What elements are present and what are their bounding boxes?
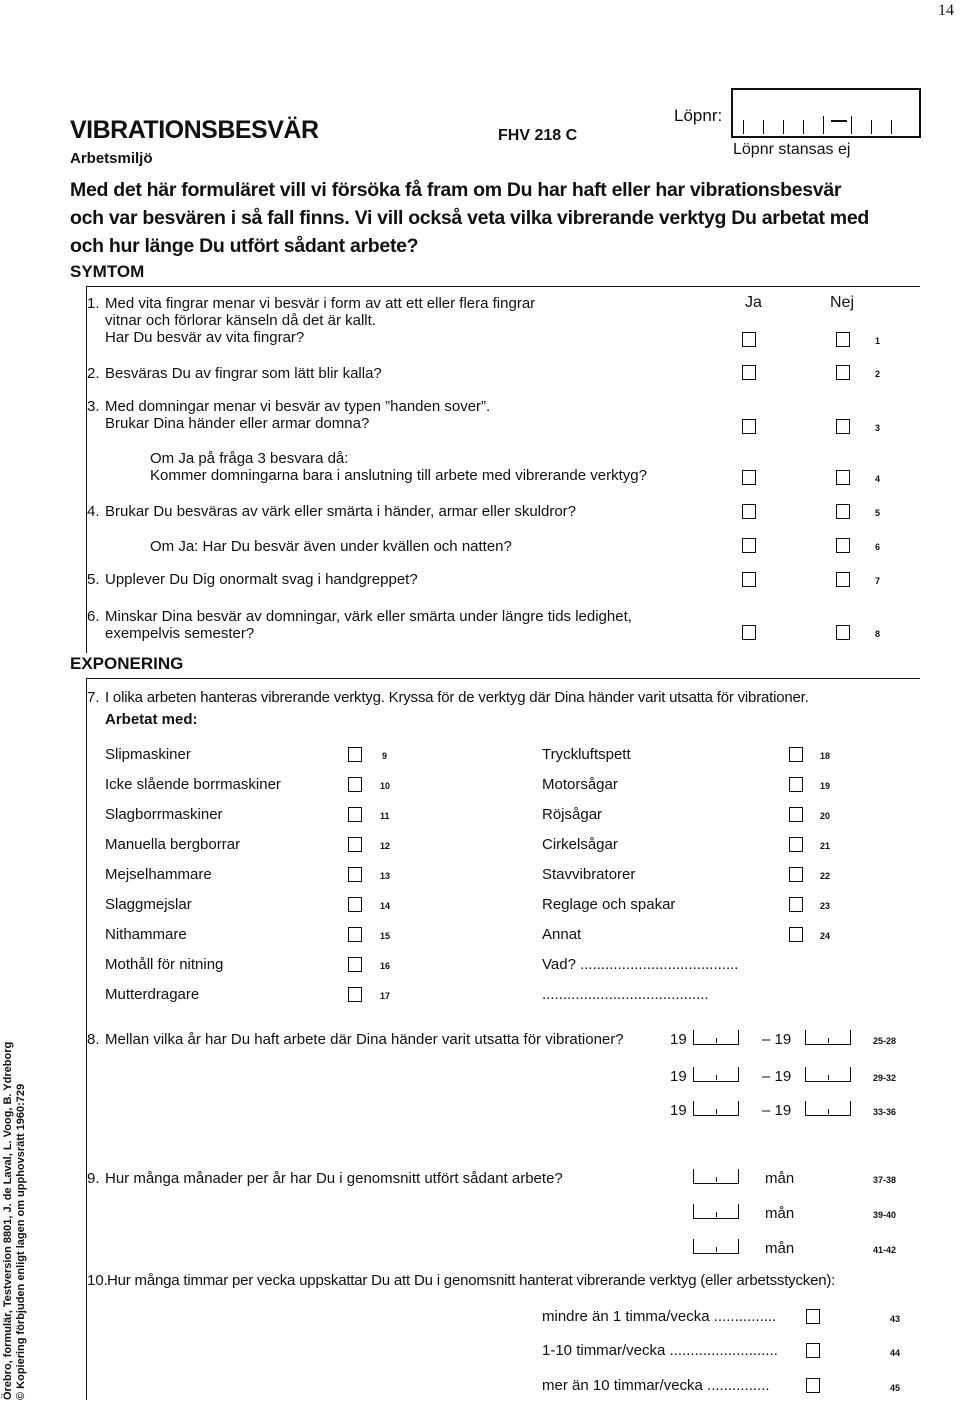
tool-label: Icke slående borrmaskiner — [105, 776, 281, 793]
yes-checkbox[interactable] — [742, 470, 756, 485]
field-code: 13 — [380, 871, 391, 881]
field-code: 41-42 — [873, 1245, 897, 1255]
no-checkbox[interactable] — [836, 365, 850, 380]
year-prefix: 19 — [670, 1068, 687, 1085]
question-text: Brukar Du besväras av värk eller smärta i händer, armar eller skuldror? — [105, 503, 577, 520]
question-text: Med vita fingrar menar vi besvär i form av att ett eller flera fingrar — [105, 295, 536, 312]
no-checkbox[interactable] — [836, 419, 850, 434]
year-to-field[interactable] — [805, 1030, 851, 1045]
question-num: 10. — [87, 1272, 108, 1289]
question-num: 5. — [87, 571, 100, 588]
question-num: 2. — [87, 365, 100, 382]
tool-label: Cirkelsågar — [542, 836, 618, 853]
tool-label: Tryckluftspett — [542, 746, 631, 763]
no-checkbox[interactable] — [836, 332, 850, 347]
field-code: 19 — [820, 781, 831, 791]
field-code: 16 — [380, 961, 391, 971]
tool-label: Manuella bergborrar — [105, 836, 241, 853]
tool-label: Nithammare — [105, 926, 187, 943]
yes-checkbox[interactable] — [742, 504, 756, 519]
tool-checkbox[interactable] — [789, 867, 803, 882]
tool-label: Stavvibratorer — [542, 866, 636, 883]
question-text: vitnar och förlorar känseln då det är kallt. — [105, 312, 376, 329]
question-text: Om Ja på fråga 3 besvara då: — [150, 450, 349, 467]
months-field[interactable] — [693, 1239, 739, 1254]
hours-option-label: 1-10 timmar/vecka .......................... — [542, 1342, 778, 1359]
tool-checkbox[interactable] — [348, 897, 362, 912]
field-code: 1 — [875, 336, 881, 346]
tool-checkbox[interactable] — [789, 747, 803, 762]
tool-checkbox[interactable] — [789, 777, 803, 792]
year-to-field[interactable] — [805, 1101, 851, 1116]
field-code: 9 — [382, 751, 388, 761]
question-text: Besväras Du av fingrar som lätt blir kalla? — [105, 365, 382, 382]
question-num: 3. — [87, 398, 100, 415]
yes-checkbox[interactable] — [742, 365, 756, 380]
field-code: 29-32 — [873, 1073, 897, 1083]
question-num: 4. — [87, 503, 100, 520]
arbetat-med-label: Arbetat med: — [105, 711, 198, 728]
field-code: 15 — [380, 931, 391, 941]
vad-field-line2[interactable]: ........................................ — [542, 986, 709, 1003]
question-num: 7. — [87, 689, 100, 706]
col-yes: Ja — [745, 294, 762, 311]
no-checkbox[interactable] — [836, 538, 850, 553]
field-code: 18 — [820, 751, 831, 761]
tool-checkbox[interactable] — [348, 987, 362, 1002]
intro-line: och hur länge Du utfört sådant arbete? — [70, 235, 419, 257]
form-subtitle: Arbetsmiljö — [70, 150, 153, 167]
yes-checkbox[interactable] — [742, 332, 756, 347]
months-field[interactable] — [693, 1204, 739, 1219]
tool-checkbox[interactable] — [789, 807, 803, 822]
field-code: 44 — [890, 1348, 901, 1358]
months-unit: mån — [765, 1170, 795, 1187]
tool-label: Slipmaskiner — [105, 746, 191, 763]
field-code: 23 — [820, 901, 831, 911]
yes-checkbox[interactable] — [742, 538, 756, 553]
section-heading-symtom: SYMTOM — [70, 262, 145, 281]
hours-option-label: mindre än 1 timma/vecka ............... — [542, 1308, 777, 1325]
field-code: 4 — [875, 474, 881, 484]
intro-text — [70, 176, 869, 260]
year-from-field[interactable] — [693, 1101, 739, 1116]
hours-checkbox[interactable] — [806, 1309, 820, 1324]
year-prefix: 19 — [670, 1031, 687, 1048]
lopnr-field[interactable] — [731, 88, 921, 138]
field-code: 8 — [875, 629, 881, 639]
question-text: Upplever Du Dig onormalt svag i handgreppet? — [105, 571, 418, 588]
no-checkbox[interactable] — [836, 470, 850, 485]
no-checkbox[interactable] — [836, 625, 850, 640]
page-number: 14 — [938, 2, 954, 19]
yes-checkbox[interactable] — [742, 572, 756, 587]
question-text: Har Du besvär av vita fingrar? — [105, 329, 305, 346]
tool-checkbox[interactable] — [789, 837, 803, 852]
form-code: FHV 218 C — [498, 127, 578, 144]
field-code: 33-36 — [873, 1107, 897, 1117]
yes-checkbox[interactable] — [742, 625, 756, 640]
form-title: VIBRATIONSBESVÄR — [70, 116, 319, 144]
field-code: 11 — [380, 811, 390, 821]
tool-checkbox[interactable] — [348, 957, 362, 972]
field-code: 20 — [820, 811, 831, 821]
months-unit: mån — [765, 1205, 795, 1222]
field-code: 14 — [380, 901, 391, 911]
year-sep: – 19 — [762, 1031, 792, 1048]
tool-checkbox[interactable] — [348, 747, 362, 762]
tool-checkbox[interactable] — [348, 777, 362, 792]
tool-checkbox[interactable] — [789, 897, 803, 912]
question-text: Brukar Dina händer eller armar domna? — [105, 415, 370, 432]
year-prefix: 19 — [670, 1102, 687, 1119]
field-code: 21 — [820, 841, 831, 851]
tool-label: Slagborrmaskiner — [105, 806, 223, 823]
field-code: 24 — [820, 931, 831, 941]
no-checkbox[interactable] — [836, 572, 850, 587]
year-to-field[interactable] — [805, 1067, 851, 1082]
copyright-line: Örebro, formulär, Testversion 8801, J. de Laval, L. Voog, B. Ydreborg — [2, 1041, 14, 1400]
year-from-field[interactable] — [693, 1030, 739, 1045]
vad-field[interactable]: Vad? ...................................... — [542, 956, 739, 973]
field-code: 37-38 — [873, 1175, 897, 1185]
no-checkbox[interactable] — [836, 504, 850, 519]
tool-checkbox[interactable] — [348, 807, 362, 822]
field-code: 17 — [380, 991, 391, 1001]
months-field[interactable] — [693, 1169, 739, 1184]
lopnr-label: Löpnr: — [674, 106, 723, 125]
tool-checkbox[interactable] — [789, 927, 803, 942]
tool-checkbox[interactable] — [348, 867, 362, 882]
hours-option-label: mer än 10 timmar/vecka ............... — [542, 1377, 770, 1394]
question-text: Mellan vilka år har Du haft arbete där Dina händer varit utsatta för vibrationer? — [105, 1031, 624, 1048]
intro-line: Med det här formuläret vill vi försöka få fram om Du har haft eller har vibrationsbesvär — [70, 179, 842, 201]
tool-label: Röjsågar — [542, 806, 603, 823]
tool-label: Mutterdragare — [105, 986, 200, 1003]
section-heading-exponering: EXPONERING — [70, 654, 184, 673]
field-code: 45 — [890, 1383, 901, 1393]
lopnr-note: Löpnr stansas ej — [733, 141, 851, 158]
year-from-field[interactable] — [693, 1067, 739, 1082]
copyright-line: © Kopiering förbjuden enligt lagen om upphovsrätt 1960:729 — [15, 1083, 27, 1400]
question-text: Om Ja: Har Du besvär även under kvällen och natten? — [150, 538, 512, 555]
tool-checkbox[interactable] — [348, 837, 362, 852]
field-code: 43 — [890, 1314, 901, 1324]
tool-checkbox[interactable] — [348, 927, 362, 942]
copyright-sidebar — [2, 1042, 28, 1400]
hours-checkbox[interactable] — [806, 1378, 820, 1393]
field-code: 2 — [875, 369, 881, 379]
tool-label: Annat — [542, 926, 582, 943]
year-sep: – 19 — [762, 1102, 792, 1119]
question-text: Hur många månader per år har Du i genomsnitt utfört sådant arbete? — [105, 1170, 563, 1187]
field-code: 39-40 — [873, 1210, 897, 1220]
question-text: I olika arbeten hanteras vibrerande verktyg. Kryssa för de verktyg där Dina händer varit utsatta för vibrationer. — [105, 689, 809, 706]
field-code: 12 — [380, 841, 391, 851]
col-no: Nej — [830, 294, 855, 311]
intro-line: och var besvären i så fall finns. Vi vill också veta vilka vibrerande verktyg Du arbetat med — [70, 207, 869, 229]
months-unit: mån — [765, 1240, 795, 1257]
field-code: 5 — [875, 508, 881, 518]
question-num: 9. — [87, 1170, 100, 1187]
tool-label: Mothåll för nitning — [105, 956, 224, 973]
field-code: 10 — [380, 781, 391, 791]
question-text: Hur många timmar per vecka uppskattar Du att Du i genomsnitt hanterat vibrerande verktyg (eller arbetsstycken): — [107, 1272, 836, 1289]
tool-label: Slaggmejslar — [105, 896, 192, 913]
field-code: 3 — [875, 423, 881, 433]
field-code: 22 — [820, 871, 831, 881]
field-code: 7 — [875, 576, 881, 586]
field-code: 6 — [875, 542, 881, 552]
tool-label: Mejselhammare — [105, 866, 212, 883]
year-sep: – 19 — [762, 1068, 792, 1085]
question-num: 8. — [87, 1031, 100, 1048]
question-num: 6. — [87, 608, 100, 625]
question-text: Kommer domningarna bara i anslutning till arbete med vibrerande verktyg? — [150, 467, 647, 484]
field-code: 25-28 — [873, 1036, 897, 1046]
tool-label: Reglage och spakar — [542, 896, 676, 913]
yes-checkbox[interactable] — [742, 419, 756, 434]
tool-label: Motorsågar — [542, 776, 618, 793]
question-text: Minskar Dina besvär av domningar, värk eller smärta under längre tids ledighet, — [105, 608, 632, 625]
question-text: exempelvis semester? — [105, 625, 255, 642]
hours-checkbox[interactable] — [806, 1343, 820, 1358]
question-num: 1. — [87, 295, 100, 312]
question-text: Med domningar menar vi besvär av typen ”handen sover”. — [105, 398, 491, 415]
